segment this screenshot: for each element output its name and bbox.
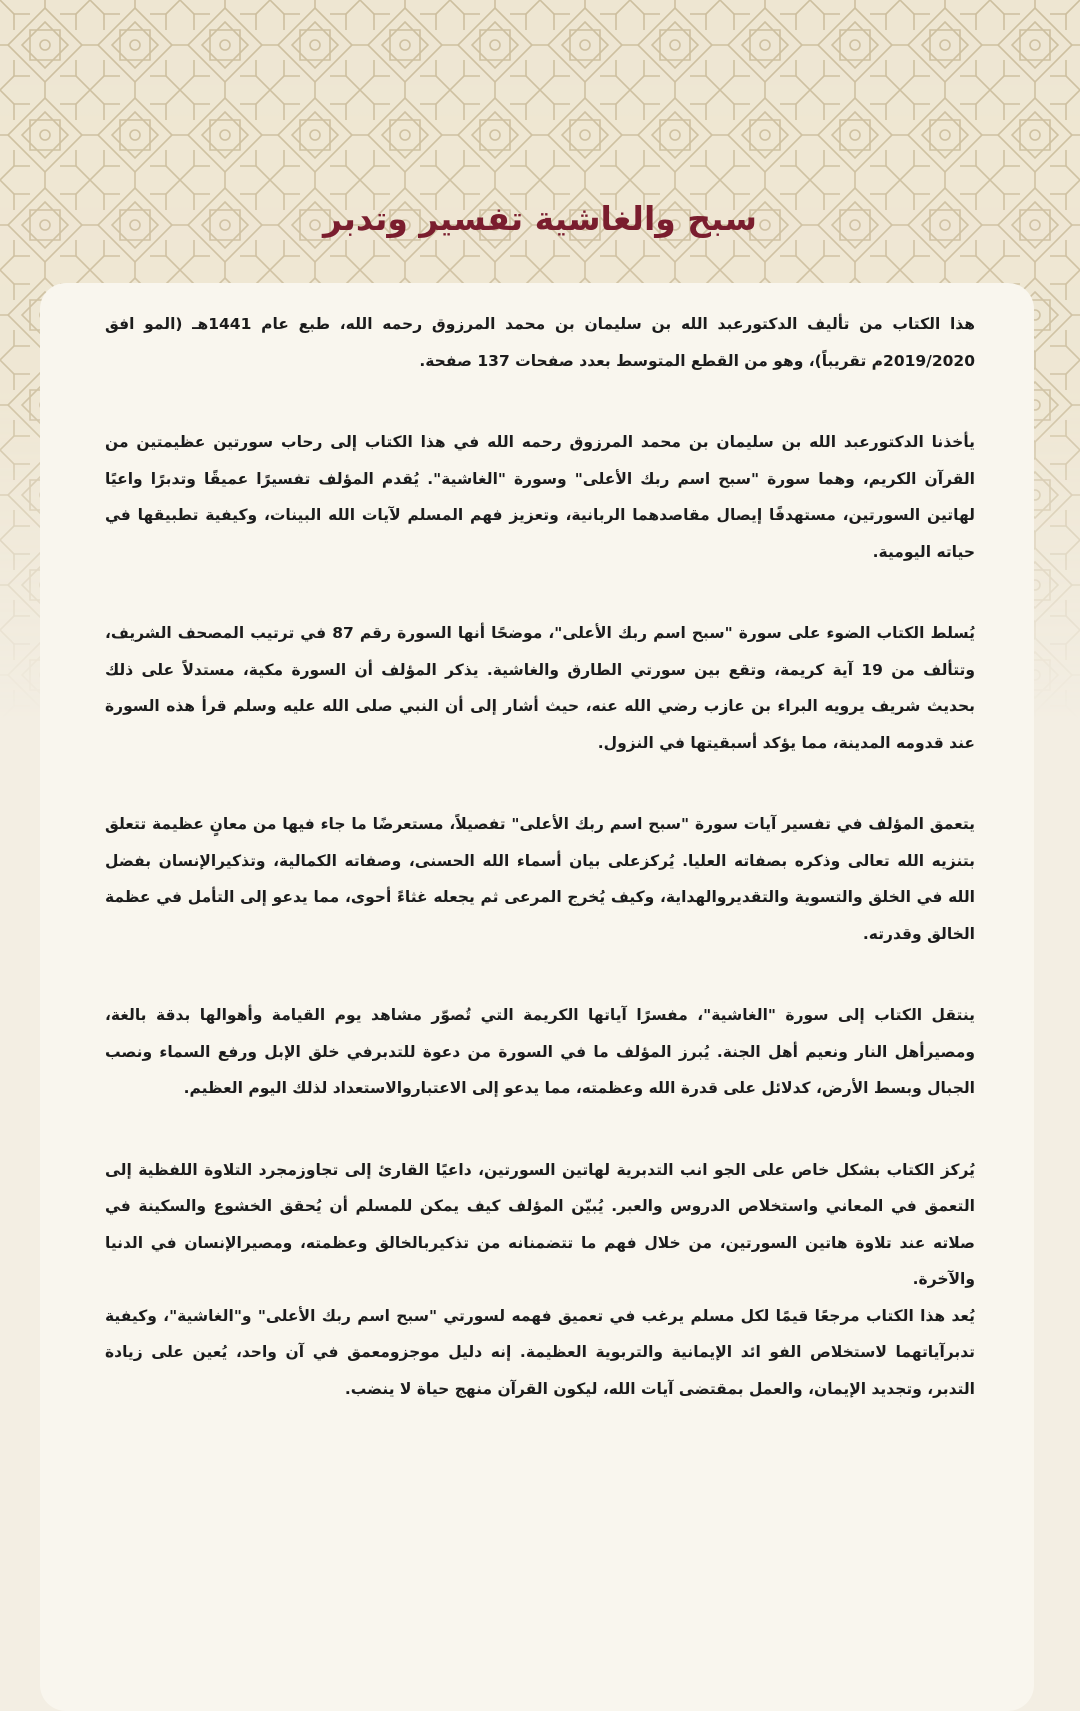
paragraph-al-ala-tafsir: يتعمق المؤلف في تفسير آيات سورة "سبح اسم ربك الأعلى" تفصيلاً، مستعرضًا ما جاء فيها من معانٍ عظيمة تتعلق بتنزيه الله تعالى وذكره بصفاته العليا. يُركزعلى بيان أسماء الله الحسنى، وصفاته الكمالية، وتذكيرالإنسان بفضل الله في الخلق والتسوية والتقديروالهداية، وكيف يُخرج المرعى ثم يجعله غثاءً أحوى، مما يدعو إلى التأمل في عظمة الخالق وقدرته. xyxy=(105,815,975,943)
paragraph-conclusion: يُعد هذا الكتاب مرجعًا قيمًا لكل مسلم يرغب في تعميق فهمه لسورتي "سبح اسم ربك الأعلى" و"الغاشية"، وكيفية تدبرآياتهما لاستخلاص الفو ائد الإيمانية والتربوية العظيمة. إنه دليل موجزومعمق في آن واحد، يُعين على زيادة التدبر، وتجديد الإيمان، والعمل بمقتضى آيات الله، ليكون القرآن منهج حياة لا ينضب. xyxy=(105,1306,975,1398)
paragraph-tadabbur-focus: يُركز الكتاب بشكل خاص على الجو انب التدبرية لهاتين السورتين، داعيًا القارئ إلى تجاوزمجرد التلاوة اللفظية إلى التعمق في المعاني واستخلاص الدروس والعبر. يُبيّن المؤلف كيف يمكن للمسلم أن يُحقق الخشوع والسكينة في صلاته عند تلاوة هاتين السورتين، من خلال فهم ما تتضمنانه من تذكيربالخالق وعظمته، ومصيرالإنسان في الدنيا والآخرة. xyxy=(105,1160,975,1288)
paragraph-book-info: هذا الكتاب من تأليف الدكتورعبد الله بن سليمان بن محمد المرزوق رحمه الله، طبع عام 1441هـ (المو افق 2019/2020م تقريباً)، وهو من القطع المتوسط بعدد صفحات 137 صفحة. xyxy=(105,315,975,370)
paragraph-introduction: يأخذنا الدكتورعبد الله بن سليمان بن محمد المرزوق رحمه الله في هذا الكتاب إلى رحاب سورتين عظيمتين من القرآن الكريم، وهما سورة "سبح اسم ربك الأعلى" وسورة "الغاشية". يُقدم المؤلف تفسيرًا عميقًا وتدبرًا واعيًا لهاتين السورتين، مستهدفًا إيصال مقاصدهما الربانية، وتعزيز فهم المسلم لآيات الله البينات، وكيفية تطبيقها في حياته اليومية. xyxy=(105,433,975,561)
paragraph-surah-al-ala: يُسلط الكتاب الضوء على سورة "سبح اسم ربك الأعلى"، موضحًا أنها السورة رقم 87 في ترتيب المصحف الشريف، وتتألف من 19 آية كريمة، وتقع بين سورتي الطارق والغاشية. يذكر المؤلف أن السورة مكية، مستدلاً على ذلك بحديث شريف يرويه البراء بن عازب رضي الله عنه، حيث أشار إلى أن النبي صلى الله عليه وسلم قرأ هذه السورة عند قدومه المدينة، مما يؤكد أسبقيتها في النزول. xyxy=(105,624,976,752)
paragraph-surah-al-ghashiya: ينتقل الكتاب إلى سورة "الغاشية"، مفسرًا آياتها الكريمة التي تُصوّر مشاهد يوم القيامة وأهوالها بدقة بالغة، ومصيرأهل النار ونعيم أهل الجنة. يُبرز المؤلف ما في السورة من دعوة للتدبرفي خلق الإبل ورفع السماء ونصب الجبال وبسط الأرض، كدلائل على قدرة الله وعظمته، مما يدعو إلى الاعتباروالاستعداد لذلك اليوم العظيم. xyxy=(105,1006,975,1097)
page-title: سبح والغاشية تفسير وتدبر xyxy=(323,199,757,238)
document-body xyxy=(105,306,975,1452)
